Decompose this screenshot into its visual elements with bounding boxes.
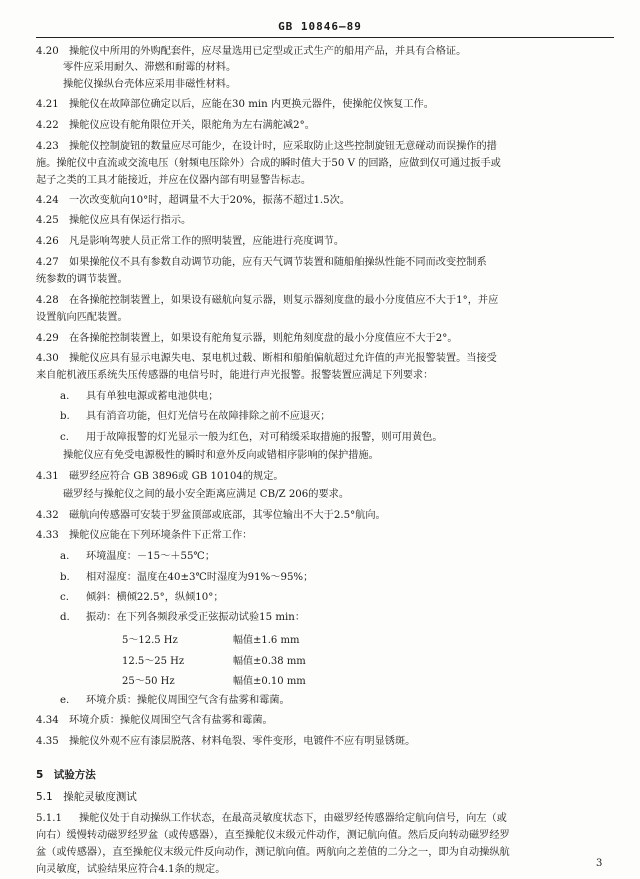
- clause-4-32: 4.32 磁航向传感器可安装于罗盆顶部或底部，其零位输出不大于2.5°航向。: [36, 510, 386, 521]
- vibration-amp-2: 幅值±0.38 mm: [233, 656, 306, 667]
- clause-4-22: 4.22 操舵仪应设有舵角限位开关，限舵角为左右满舵减2°。: [36, 120, 315, 131]
- clause-5-1-1: 5.1.1 操舵仪处于自动操纵工作状态，在最高灵敏度状态下，由磁罗经传感器给定航向信号，向左（或: [36, 813, 507, 824]
- env-item-a: a. 环境温度：－15～＋55℃；: [60, 551, 216, 562]
- clause-5-1-1-line4: 向灵敏度，试验结果应符合4.1条的规定。: [36, 864, 226, 875]
- section-5-1-title: 5.1 操舵灵敏度测试: [36, 791, 137, 803]
- page-number: 3: [596, 858, 603, 869]
- clause-4-20-line3: 操舵仪操纵台壳体应采用非磁性材料。: [63, 79, 237, 90]
- clause-4-31-line2: 磁罗经与操舵仪之间的最小安全距离应满足 CB/Z 206的要求。: [63, 489, 350, 500]
- header-rule: [36, 37, 614, 38]
- section-5-title: 5 试验方法: [36, 769, 96, 781]
- clause-4-27: 4.27 如果操舵仪不具有参数自动调节功能，应有天气调节装置和随船舶操纵性能不同而改变控制系: [36, 257, 487, 268]
- clause-4-20: 4.20 操舵仪中所用的外购配套件，应尽量选用已定型或正式生产的船用产品，并具有合格证。: [36, 46, 467, 57]
- clause-4-30: 4.30 操舵仪应具有显示电源失电、泵电机过载、断相和船舶偏航超过允许值的声光报警装置。当接受: [36, 353, 497, 364]
- clause-4-28: 4.28 在各操舵控制装置上，如果设有磁航向复示器，则复示器刻度盘的最小分度值应不大于1°，并应: [36, 295, 499, 306]
- clause-4-25: 4.25 操舵仪应具有保运行指示。: [36, 215, 192, 226]
- clause-4-27-line2: 统参数的调节装置。: [36, 274, 128, 285]
- protection-note: 操舵仪应有免受电源极性的瞬时和意外反向或错相序影响的保护措施。: [63, 450, 379, 461]
- clause-4-21: 4.21 操舵仪在故障部位确定以后，应能在30 min 内更换元器件，使操舵仪恢复工作。: [36, 99, 434, 110]
- clause-4-28-line2: 设置航向匹配装置。: [36, 312, 128, 323]
- clause-4-26: 4.26 凡是影响驾驶人员正常工作的照明装置，应能进行亮度调节。: [36, 236, 345, 247]
- alarm-item-b: b. 具有消音功能，但灯光信号在故障排除之前不应退灭；: [60, 411, 331, 422]
- clause-4-30-line2: 来自舵机液压系统失压传感器的电信号时，能进行声光报警。报警装置应满足下列要求：: [36, 370, 434, 381]
- clause-4-33: 4.33 操舵仪应能在下列环境条件下正常工作：: [36, 530, 253, 541]
- clause-4-31: 4.31 磁罗经应符合 GB 3896或 GB 10104的规定。: [36, 471, 284, 482]
- clause-4-23: 4.23 操舵仪控制旋钮的数量应尽可能少，在设计时，应采取防止这些控制旋钮无意碰动而误操作的措: [36, 141, 497, 152]
- clause-4-20-line2: 零件应采用耐久、滞燃和耐霉的材料。: [63, 62, 237, 73]
- env-item-d: d. 振动：在下列各频段承受正弦振动试验15 min：: [60, 612, 306, 623]
- alarm-item-c: c. 用于故障报警的灯光显示一般为红色，对可稍缓采取措施的报警，则可用黄色。: [60, 432, 443, 443]
- vibration-amp-3: 幅值±0.10 mm: [233, 676, 306, 687]
- env-item-e: e. 环境介质：操舵仪周围空气含有盐雾和霉菌。: [60, 695, 290, 706]
- vibration-amp-1: 幅值±1.6 mm: [233, 635, 300, 646]
- clause-4-35: 4.35 操舵仪外观不应有漆层脱落、材料龟裂、零件变形，电镀件不应有明显锈斑。: [36, 736, 416, 747]
- page-header: GB 10846—89: [278, 20, 362, 33]
- vibration-freq-1: 5～12.5 Hz: [122, 635, 178, 646]
- alarm-item-a: a. 具有单独电源或蓄电池供电；: [60, 391, 219, 402]
- vibration-freq-3: 25～50 Hz: [122, 676, 175, 687]
- clause-4-29: 4.29 在各操舵控制装置上，如果设有舵角复示器，则舵角刻度盘的最小分度值应不大于2°。: [36, 333, 458, 344]
- clause-5-1-1-line2: 向右）缓慢转动磁罗经罗盆（或传感器），直至操舵仪末级元件动作，测记航向值。然后反向转动磁罗经罗: [36, 830, 510, 841]
- env-item-b: b. 相对湿度：温度在40±3℃时湿度为91%～95%；: [60, 572, 314, 583]
- vibration-freq-2: 12.5～25 Hz: [122, 656, 185, 667]
- clause-4-24: 4.24 一次改变航向10°时，超调量不大于20%，振荡不超过1.5次。: [36, 195, 351, 206]
- clause-4-34: 4.34 环境介质：操舵仪周围空气含有盐雾和霉菌。: [36, 715, 273, 726]
- clause-5-1-1-line3: 盆（或传感器），直至操舵仪末级元件反向动作，测记航向值。两航向之差值的二分之一，即为自动操纵航: [36, 847, 510, 858]
- clause-4-23-line2: 施。操舵仪中直流或交流电压（射频电压除外）合成的瞬时值大于50 V 的回路，应做到仅可通过扳手或: [36, 158, 501, 169]
- env-item-c: c. 倾斜：横倾22.5°，纵倾10°；: [60, 592, 224, 603]
- clause-4-23-line3: 起子之类的工具才能接近，并应在仪器内部有明显警告标志。: [36, 175, 312, 186]
